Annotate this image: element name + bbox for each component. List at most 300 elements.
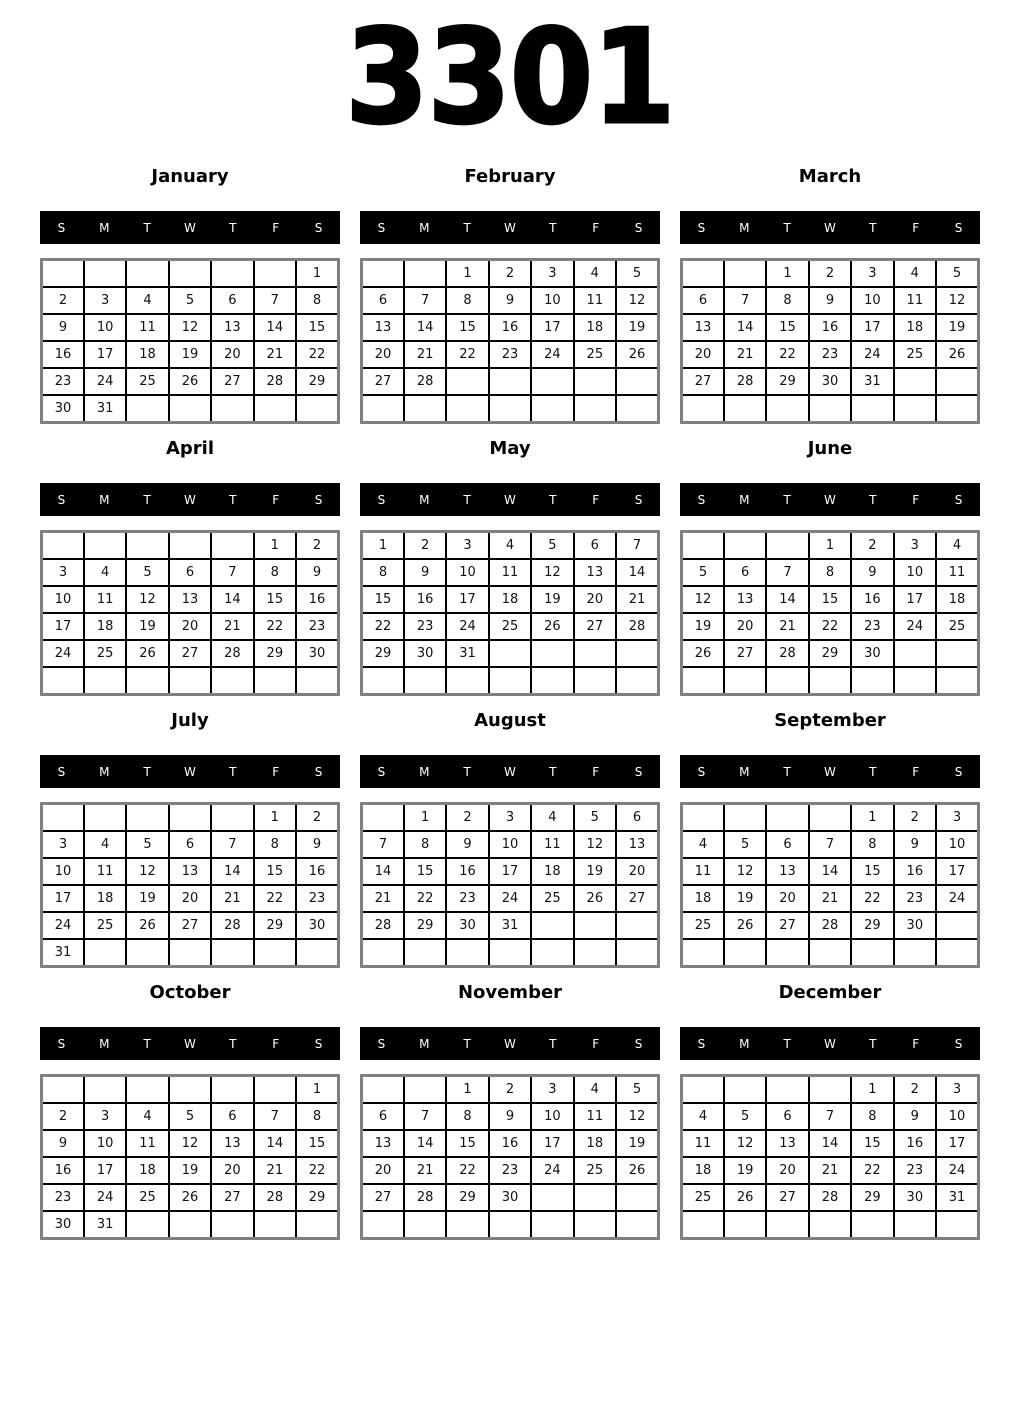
day-cell: 7 [404,287,446,314]
month-block [360,152,660,424]
day-cell: 20 [766,885,808,912]
month-block [360,424,660,696]
day-cell [404,1211,446,1239]
day-cell: 11 [84,586,126,613]
weekday-label: F [272,1036,280,1051]
month-name: January [151,166,229,187]
day-cell: 17 [42,885,84,912]
day-cell [254,939,296,967]
day-cell: 31 [84,395,126,423]
day-cell [894,368,936,395]
day-cell: 20 [616,858,658,885]
weekday-label: F [592,492,600,507]
day-cell: 11 [682,858,724,885]
day-cell [362,1211,404,1239]
weekday-label: T [549,764,557,779]
day-cell: 26 [616,1157,658,1184]
day-cell [211,395,253,423]
week-row [362,613,659,640]
day-cell: 10 [84,1130,126,1157]
day-cell: 15 [766,314,808,341]
day-cell: 8 [296,287,338,314]
day-cell [84,1076,126,1104]
day-cell: 1 [296,260,338,288]
day-cell: 16 [42,341,84,368]
day-cell: 5 [616,260,658,288]
weekday-label: T [463,1036,471,1051]
day-cell: 2 [296,532,338,560]
day-cell: 7 [809,1103,851,1130]
day-cell: 30 [851,640,893,667]
day-cell: 11 [531,831,573,858]
day-cell: 17 [851,314,893,341]
day-cell: 2 [446,804,488,832]
weekday-label: S [697,220,706,235]
day-cell: 17 [531,1130,573,1157]
day-cell [126,667,168,695]
day-cell [574,395,616,423]
day-cell: 2 [489,1076,531,1104]
month-block [40,968,340,1240]
month-name: October [149,982,231,1003]
weekday-label: W [504,1036,516,1051]
day-cell: 29 [254,912,296,939]
day-cell [489,939,531,967]
day-cell: 29 [851,912,893,939]
weekday-header [680,211,980,244]
weekday-label: S [954,220,963,235]
day-cell: 24 [42,640,84,667]
year-title: 3301 [345,1,675,153]
day-cell: 27 [766,1184,808,1211]
day-cell: 23 [489,1157,531,1184]
day-cell [362,939,404,967]
day-cell: 11 [682,1130,724,1157]
day-cell: 21 [404,1157,446,1184]
day-cell: 26 [531,613,573,640]
day-cell [446,939,488,967]
day-cell: 21 [809,885,851,912]
day-cell: 12 [169,314,211,341]
day-cell: 11 [574,1103,616,1130]
day-cell: 28 [766,640,808,667]
day-cell [254,395,296,423]
day-cell [724,667,766,695]
day-cell: 8 [254,559,296,586]
month-name: May [489,438,531,459]
day-cell: 16 [489,1130,531,1157]
weekday-label: S [697,764,706,779]
week-row [362,341,659,368]
week-row [362,559,659,586]
day-cell [724,939,766,967]
day-cell: 3 [851,260,893,288]
weekday-label: T [869,492,877,507]
weekday-label: S [377,492,386,507]
day-cell: 12 [936,287,978,314]
weekday-label: S [377,220,386,235]
day-cell: 21 [724,341,766,368]
week-row [682,1157,979,1184]
week-row [682,1211,979,1239]
day-cell: 1 [766,260,808,288]
day-cell [894,1211,936,1239]
day-cell: 28 [809,912,851,939]
weekday-header [680,1027,980,1060]
day-cell: 23 [296,885,338,912]
day-cell: 12 [682,586,724,613]
weekday-label: M [99,220,110,235]
day-cell [362,260,404,288]
week-row [682,939,979,967]
month-days-table [360,1074,660,1240]
day-cell: 18 [936,586,978,613]
day-cell: 2 [296,804,338,832]
day-cell [531,1211,573,1239]
day-cell: 5 [126,559,168,586]
day-cell: 15 [446,314,488,341]
day-cell [936,395,978,423]
weekday-label: S [634,492,643,507]
day-cell: 24 [446,613,488,640]
day-cell: 14 [404,314,446,341]
day-cell [126,1211,168,1239]
week-row [42,287,339,314]
day-cell: 12 [616,287,658,314]
day-cell: 23 [894,1157,936,1184]
week-row [682,559,979,586]
day-cell: 23 [489,341,531,368]
week-row [42,1157,339,1184]
day-cell: 24 [531,341,573,368]
day-cell: 28 [404,368,446,395]
day-cell: 4 [126,1103,168,1130]
day-cell: 10 [531,287,573,314]
day-cell [682,532,724,560]
day-cell [126,260,168,288]
week-row [42,804,339,832]
day-cell: 24 [851,341,893,368]
month-name: March [798,166,862,187]
day-cell: 13 [362,1130,404,1157]
day-cell: 23 [894,885,936,912]
day-cell [254,260,296,288]
day-cell: 9 [489,1103,531,1130]
day-cell: 7 [254,1103,296,1130]
day-cell: 22 [809,613,851,640]
month-days-table [680,802,980,968]
day-cell [531,667,573,695]
day-cell: 27 [169,640,211,667]
weekday-label: T [229,764,237,779]
day-cell: 10 [84,314,126,341]
day-cell: 20 [169,613,211,640]
day-cell [42,804,84,832]
month-name: November [457,982,563,1003]
weekday-label: T [549,220,557,235]
weekday-label: T [229,220,237,235]
day-cell: 31 [84,1211,126,1239]
day-cell: 21 [362,885,404,912]
weekday-label: S [377,764,386,779]
day-cell [724,1211,766,1239]
day-cell: 18 [682,885,724,912]
day-cell: 11 [84,858,126,885]
day-cell: 9 [404,559,446,586]
day-cell: 8 [851,1103,893,1130]
day-cell: 24 [84,1184,126,1211]
day-cell: 5 [616,1076,658,1104]
day-cell [254,667,296,695]
year-title-container [0,2,1020,152]
day-cell [169,804,211,832]
month-name: February [464,166,556,187]
week-row [362,395,659,423]
month-days-table [40,1074,340,1240]
day-cell: 5 [936,260,978,288]
day-cell [362,804,404,832]
week-row [362,1184,659,1211]
day-cell [169,1076,211,1104]
day-cell [766,1211,808,1239]
day-cell: 5 [126,831,168,858]
day-cell: 26 [724,912,766,939]
day-cell [809,395,851,423]
day-cell: 7 [211,559,253,586]
weekday-label: S [314,492,323,507]
day-cell: 28 [211,640,253,667]
day-cell [489,640,531,667]
day-cell: 10 [489,831,531,858]
day-cell: 21 [616,586,658,613]
day-cell: 15 [446,1130,488,1157]
day-cell: 7 [766,559,808,586]
day-cell [211,1076,253,1104]
month-block [680,424,980,696]
day-cell [682,667,724,695]
day-cell: 10 [936,1103,978,1130]
day-cell [42,532,84,560]
day-cell: 7 [616,532,658,560]
day-cell [404,260,446,288]
day-cell [296,1211,338,1239]
day-cell: 28 [724,368,766,395]
day-cell: 17 [936,858,978,885]
week-row [42,640,339,667]
week-row [682,532,979,560]
day-cell: 18 [84,885,126,912]
day-cell: 4 [574,260,616,288]
day-cell: 18 [126,341,168,368]
weekday-header [680,483,980,516]
day-cell: 25 [894,341,936,368]
day-cell: 4 [894,260,936,288]
week-row [42,1211,339,1239]
day-cell: 6 [211,1103,253,1130]
day-cell: 22 [254,613,296,640]
day-cell: 3 [489,804,531,832]
day-cell [616,395,658,423]
day-cell: 8 [362,559,404,586]
day-cell [126,395,168,423]
weekday-label: T [463,764,471,779]
day-cell [446,1211,488,1239]
day-cell: 17 [489,858,531,885]
week-row [362,1130,659,1157]
week-row [362,586,659,613]
day-cell [169,532,211,560]
day-cell: 12 [126,858,168,885]
day-cell [724,804,766,832]
day-cell [42,667,84,695]
day-cell [84,939,126,967]
day-cell: 22 [851,885,893,912]
month-days-table [360,802,660,968]
week-row [682,1184,979,1211]
day-cell: 19 [724,1157,766,1184]
day-cell: 6 [766,1103,808,1130]
day-cell: 19 [682,613,724,640]
day-cell: 20 [724,613,766,640]
weekday-header [40,483,340,516]
day-cell [404,939,446,967]
day-cell [531,640,573,667]
day-cell: 13 [724,586,766,613]
day-cell: 20 [362,1157,404,1184]
weekday-label: F [912,492,920,507]
day-cell: 11 [489,559,531,586]
weekday-label: W [504,220,516,235]
weekday-label: S [314,1036,323,1051]
weekday-label: T [869,1036,877,1051]
week-row [42,1103,339,1130]
day-cell: 4 [682,1103,724,1130]
week-row [682,287,979,314]
day-cell: 25 [84,912,126,939]
week-row [682,368,979,395]
day-cell: 29 [296,1184,338,1211]
day-cell [489,368,531,395]
day-cell [616,640,658,667]
week-row [42,532,339,560]
day-cell: 9 [296,559,338,586]
day-cell [894,939,936,967]
weekday-label: M [99,764,110,779]
weekday-label: T [143,764,151,779]
day-cell: 7 [211,831,253,858]
day-cell [851,939,893,967]
day-cell: 22 [362,613,404,640]
weekday-label: M [99,1036,110,1051]
weekday-label: W [824,492,836,507]
day-cell: 2 [894,804,936,832]
weekday-header [360,755,660,788]
day-cell: 23 [404,613,446,640]
week-row [362,532,659,560]
day-cell: 22 [446,1157,488,1184]
day-cell: 12 [531,559,573,586]
week-row [682,885,979,912]
day-cell: 31 [936,1184,978,1211]
day-cell [682,804,724,832]
day-cell: 19 [531,586,573,613]
day-cell: 27 [766,912,808,939]
month-days-table [680,1074,980,1240]
day-cell: 15 [851,858,893,885]
day-cell [616,368,658,395]
day-cell: 9 [446,831,488,858]
day-cell: 6 [169,559,211,586]
day-cell [126,532,168,560]
day-cell: 2 [894,1076,936,1104]
month-days-table [680,530,980,696]
day-cell [616,667,658,695]
day-cell: 27 [211,368,253,395]
day-cell: 13 [766,1130,808,1157]
day-cell: 11 [126,314,168,341]
day-cell [574,1184,616,1211]
month-name: August [474,710,546,731]
day-cell: 29 [851,1184,893,1211]
day-cell: 24 [936,885,978,912]
month-days-table [680,258,980,424]
weekday-label: T [869,220,877,235]
day-cell: 10 [42,586,84,613]
day-cell: 20 [766,1157,808,1184]
day-cell: 19 [169,341,211,368]
weekday-label: T [549,1036,557,1051]
day-cell [766,667,808,695]
day-cell [84,804,126,832]
weekday-label: W [504,492,516,507]
day-cell: 9 [42,314,84,341]
day-cell [724,260,766,288]
day-cell: 3 [446,532,488,560]
day-cell [574,667,616,695]
day-cell: 29 [404,912,446,939]
weekday-label: T [229,1036,237,1051]
day-cell [574,939,616,967]
day-cell: 13 [362,314,404,341]
day-cell: 13 [169,586,211,613]
day-cell: 8 [809,559,851,586]
weekday-label: M [739,764,750,779]
week-row [42,395,339,423]
weekday-label: S [634,220,643,235]
day-cell: 29 [362,640,404,667]
month-days-table [360,258,660,424]
day-cell: 19 [616,1130,658,1157]
day-cell: 3 [894,532,936,560]
week-row [362,640,659,667]
week-row [682,831,979,858]
day-cell: 30 [296,912,338,939]
week-row [362,804,659,832]
day-cell: 2 [489,260,531,288]
day-cell: 25 [682,912,724,939]
day-cell: 26 [616,341,658,368]
day-cell: 10 [446,559,488,586]
weekday-label: T [463,492,471,507]
weekday-label: M [739,1036,750,1051]
day-cell: 19 [169,1157,211,1184]
weekday-label: M [739,492,750,507]
day-cell: 25 [126,1184,168,1211]
day-cell [126,804,168,832]
day-cell: 12 [724,1130,766,1157]
day-cell: 7 [362,831,404,858]
weekday-label: S [57,1036,66,1051]
